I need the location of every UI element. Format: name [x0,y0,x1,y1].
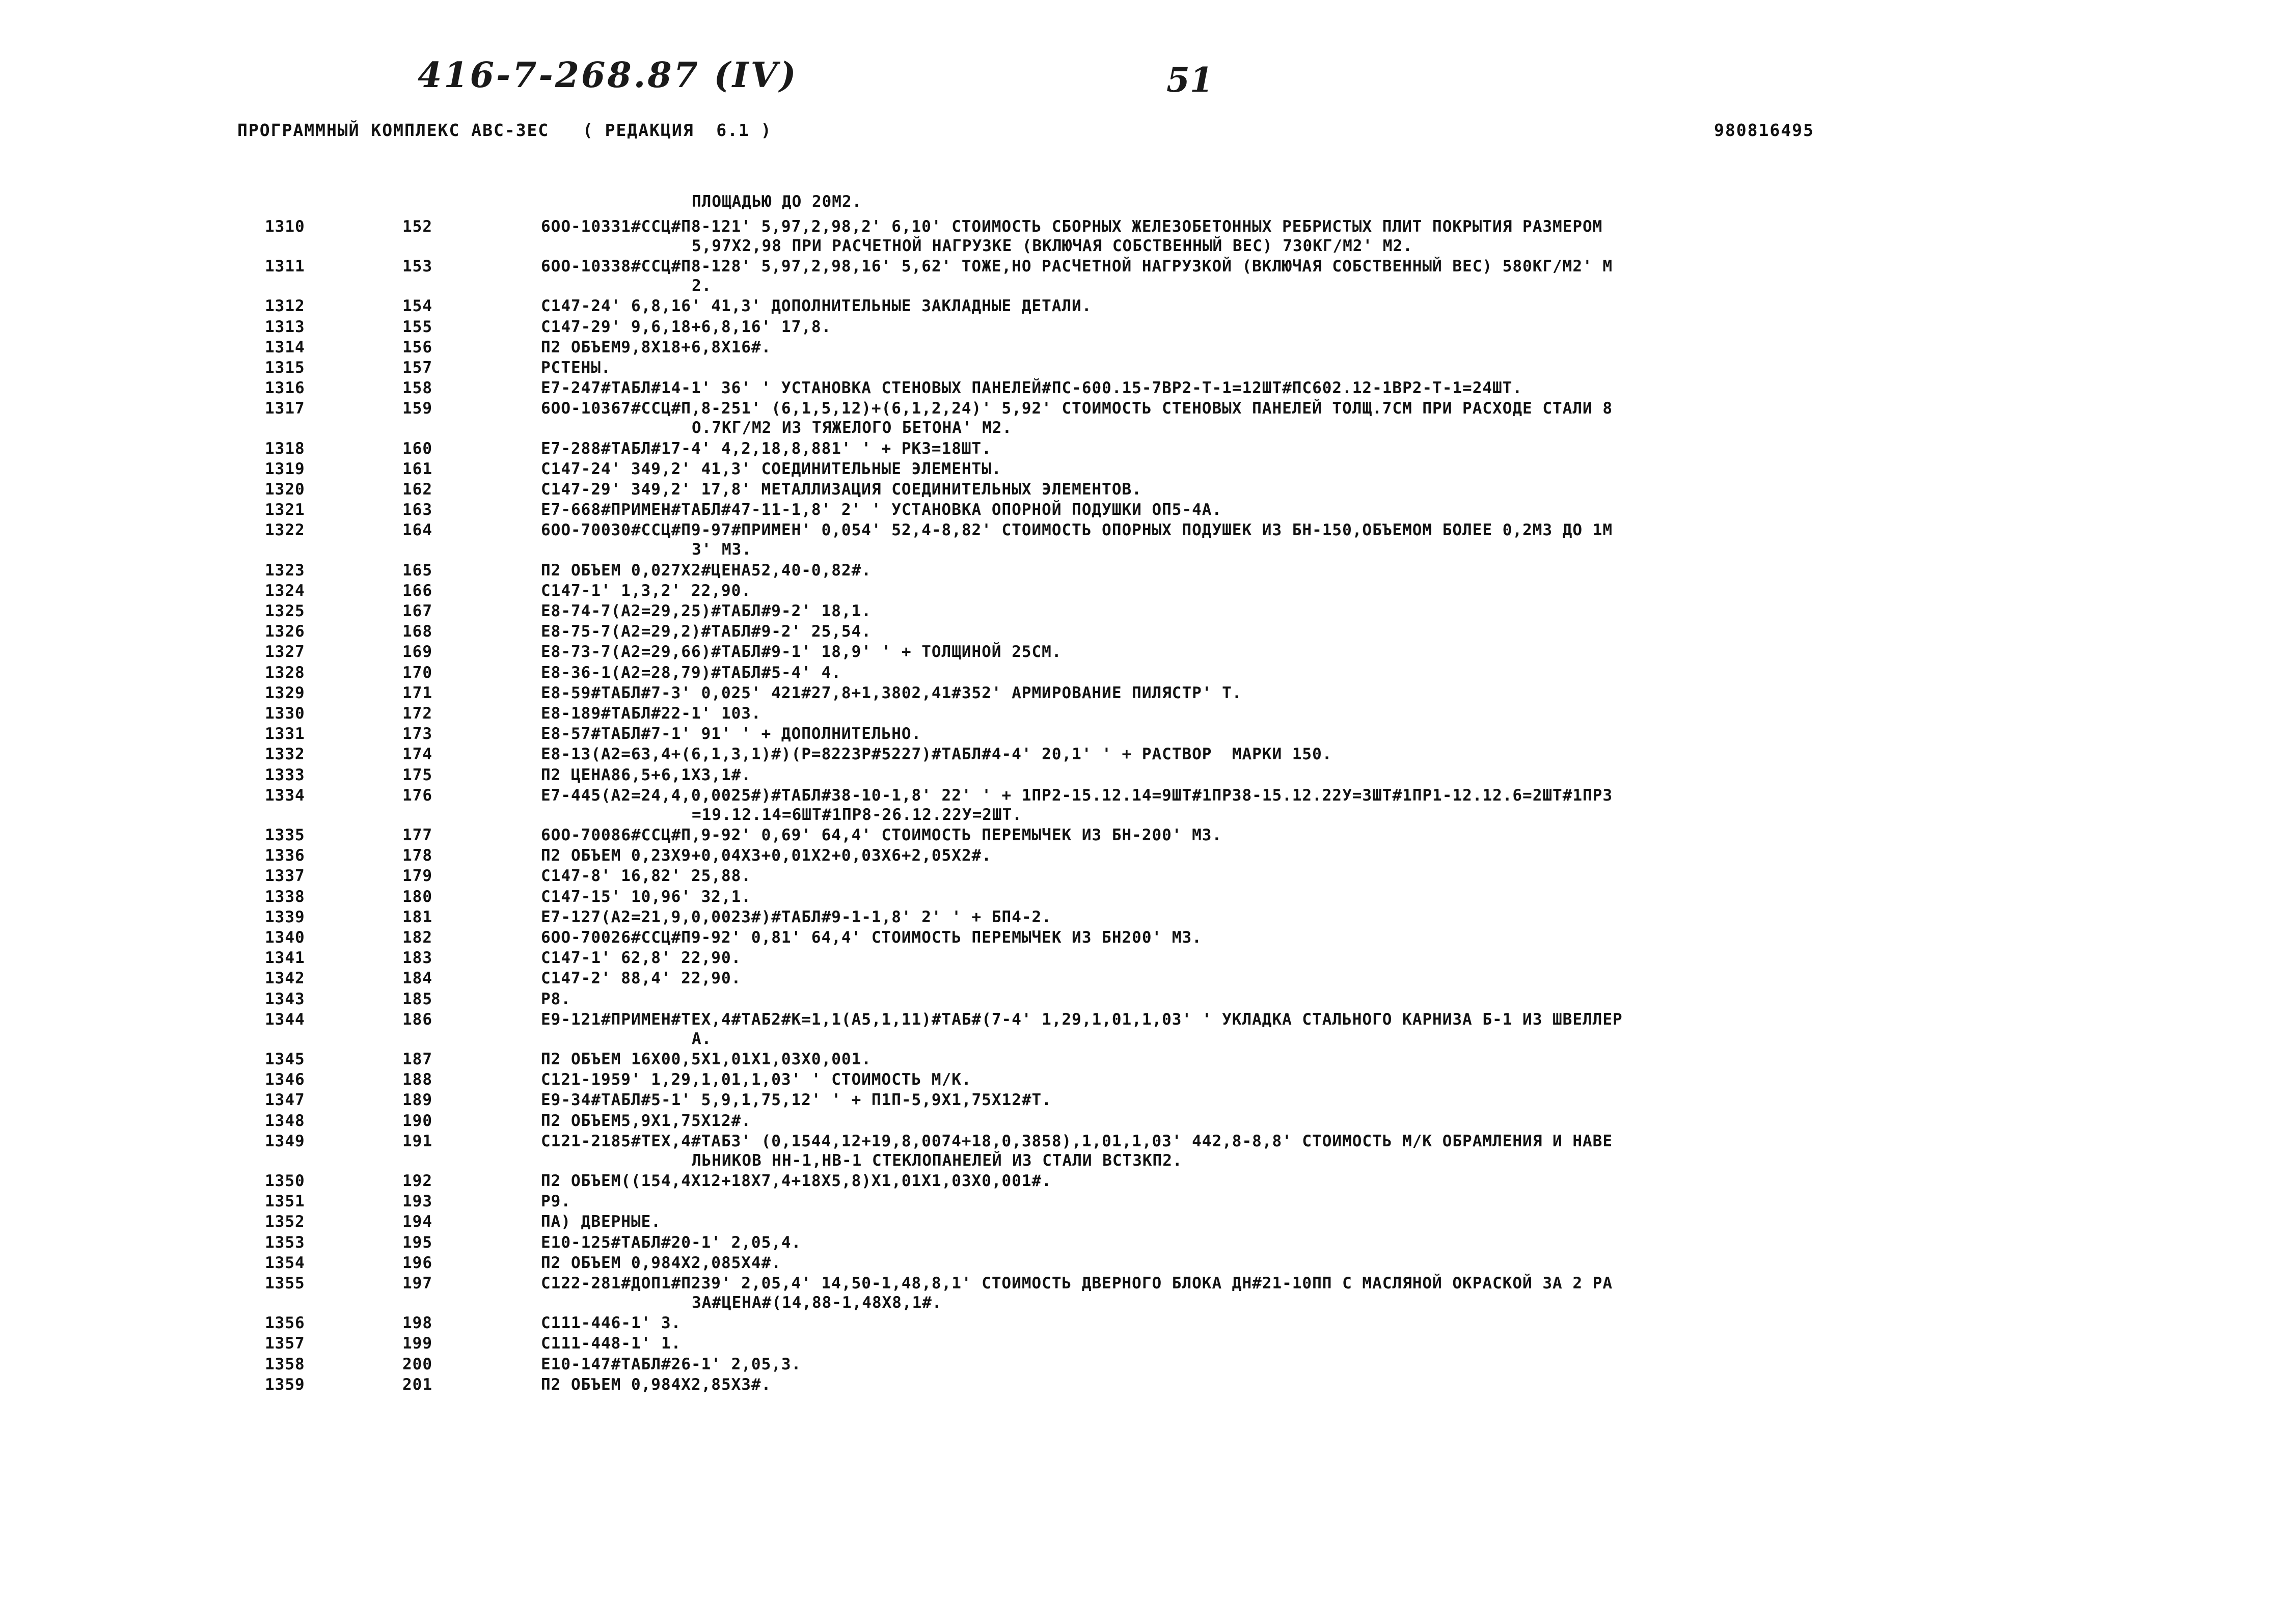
item-number: 176 [402,786,432,805]
record-text-continuation: ЛЬНИКОВ НН-1,НВ-1 СТЕКЛОПАНЕЛЕЙ ИЗ СТАЛИ ВСТ3КП2. [692,1151,1183,1170]
item-number: 195 [402,1233,432,1252]
item-number: 183 [402,949,432,968]
handwritten-document-code: 416-7-268.87 (IV) [418,55,798,96]
record-text-continuation: О.7КГ/М2 ИЗ ТЯЖЕЛОГО БЕТОНА' М2. [692,419,1013,437]
item-number: 198 [402,1314,432,1333]
record-text: С147-29' 9,6,18+6,8,16' 17,8. [541,317,832,336]
item-number: 200 [402,1355,432,1373]
record-text: П2 ОБЪЕМ 16Х00,5Х1,01Х1,03Х0,001. [541,1050,872,1068]
record-text: Р8. [541,989,571,1008]
listing-row [0,1375,2286,1417]
record-text: С111-448-1' 1. [541,1334,682,1353]
item-number: 179 [402,867,432,886]
record-number: 1347 [265,1091,305,1110]
record-number: 1313 [265,317,305,336]
item-number: 193 [402,1192,432,1211]
item-number: 170 [402,663,432,682]
record-text: 6ОО-70026#ССЦ#П9-92' 0,81' 64,4' СТОИМОСТЬ ПЕРЕМЫЧЕК ИЗ БН200' М3. [541,928,1202,947]
record-number: 1344 [265,1010,305,1029]
record-number: 1356 [265,1314,305,1333]
item-number: 194 [402,1213,432,1231]
item-number: 182 [402,928,432,947]
item-number: 197 [402,1274,432,1292]
record-text: С147-24' 349,2' 41,3' СОЕДИНИТЕЛЬНЫЕ ЭЛЕМЕНТЫ. [541,459,1002,478]
record-text: П2 ОБЪЕМ 0,23Х9+0,04Х3+0,01Х2+0,03Х6+2,05Х2#. [541,846,992,865]
record-text: РСТЕНЫ. [541,359,611,377]
listing-row [0,786,2286,828]
record-number: 1330 [265,704,305,723]
record-text: Е8-73-7(А2=29,66)#ТАБЛ#9-1' 18,9' ' + ТОЛЩИНОЙ 25СМ. [541,643,1062,662]
record-number: 1325 [265,602,305,620]
record-number: 1315 [265,359,305,377]
record-number: 1327 [265,643,305,662]
item-number: 184 [402,969,432,988]
record-number: 1358 [265,1355,305,1373]
record-number: 1334 [265,786,305,805]
item-number: 180 [402,887,432,906]
record-text: Е7-668#ПРИМЕН#ТАБЛ#47-11-1,8' 2' ' УСТАНОВКА ОПОРНОЙ ПОДУШКИ ОП5-4А. [541,501,1222,519]
item-number: 196 [402,1253,432,1272]
record-text: С111-446-1' 3. [541,1314,682,1333]
record-text: Е9-121#ПРИМЕН#ТЕХ,4#ТАБ2#К=1,1(А5,1,11)#ТАБ#(7-4' 1,29,1,01,1,03' ' УКЛАДКА СТАЛЬНОГО КАРНИЗА Б-1 ИЗ ШВЕЛЛЕР [541,1010,1623,1029]
record-text-continuation: 3' М3. [692,540,752,559]
item-number: 164 [402,521,432,540]
record-text: П2 ОБЪЕМ 0,984Х2,85Х3#. [541,1375,772,1394]
record-number: 1332 [265,745,305,764]
item-number: 201 [402,1375,432,1394]
record-text: С121-1959' 1,29,1,01,1,03' ' СТОИМОСТЬ М/К. [541,1070,972,1089]
item-number: 153 [402,257,432,276]
item-number: 189 [402,1091,432,1110]
record-text: Е7-288#ТАБЛ#17-4' 4,2,18,8,881' ' + РК3=18ШТ. [541,439,992,458]
record-text: Е8-189#ТАБЛ#22-1' 103. [541,704,761,723]
record-text: П2 ОБЪЕМ5,9Х1,75Х12#. [541,1111,751,1130]
record-text: Е10-147#ТАБЛ#26-1' 2,05,3. [541,1355,802,1373]
record-text-continuation: 5,97Х2,98 ПРИ РАСЧЕТНОЙ НАГРУЗКЕ (ВКЛЮЧАЯ СОБСТВЕННЫЙ ВЕС) 730КГ/М2' М2. [692,237,1413,255]
item-number: 186 [402,1010,432,1029]
record-text: П2 ОБЪЕМ9,8Х18+6,8Х16#. [541,338,772,356]
item-number: 169 [402,643,432,662]
record-text: П2 ЦЕНА86,5+6,1Х3,1#. [541,765,751,784]
record-number: 1331 [265,725,305,744]
item-number: 161 [402,459,432,478]
record-number: 1346 [265,1070,305,1089]
handwritten-page-number: 51 [1166,60,1213,100]
item-number: 159 [402,399,432,418]
record-text: Е8-57#ТАБЛ#7-1' 91' ' + ДОПОЛНИТЕЛЬНО. [541,725,922,744]
record-text-continuation: А. [692,1029,712,1048]
record-number: 1322 [265,521,305,540]
record-number: 1341 [265,949,305,968]
record-number: 1352 [265,1213,305,1231]
record-text: П2 ОБЪЕМ 0,984Х2,085Х4#. [541,1253,781,1272]
listing-row [0,217,2286,259]
record-number: 1350 [265,1172,305,1190]
record-text: С147-24' 6,8,16' 41,3' ДОПОЛНИТЕЛЬНЫЕ ЗАКЛАДНЫЕ ДЕТАЛИ. [541,297,1092,316]
item-number: 192 [402,1172,432,1190]
record-text: Е9-34#ТАБЛ#5-1' 5,9,1,75,12' ' + П1П-5,9Х1,75Х12#Т. [541,1091,1052,1110]
item-number: 178 [402,846,432,865]
record-text: С147-1' 62,8' 22,90. [541,949,742,968]
item-number: 188 [402,1070,432,1089]
item-number: 177 [402,826,432,844]
record-text: Е8-13(А2=63,4+(6,1,3,1)#)(Р=8223Р#5227)#ТАБЛ#4-4' 20,1' ' + РАСТВОР МАРКИ 150. [541,745,1332,764]
record-number: 1317 [265,399,305,418]
item-number: 154 [402,297,432,316]
listing-row [0,521,2286,563]
record-number: 1326 [265,622,305,641]
item-number: 174 [402,745,432,764]
item-number: 156 [402,338,432,356]
item-number: 181 [402,907,432,926]
record-number: 1353 [265,1233,305,1252]
item-number: 168 [402,622,432,641]
record-text: 6ОО-70086#ССЦ#П,9-92' 0,69' 64,4' СТОИМОСТЬ ПЕРЕМЫЧЕК ИЗ БН-200' М3. [541,826,1222,844]
record-number: 1354 [265,1253,305,1272]
record-number: 1311 [265,257,305,276]
record-text: С147-15' 10,96' 32,1. [541,887,751,906]
record-text-continuation: =19.12.14=6ШТ#1ПР8-26.12.22У=2ШТ. [692,805,1022,824]
record-number: 1349 [265,1132,305,1150]
record-number: 1335 [265,826,305,844]
record-number: 1333 [265,765,305,784]
record-text: Е8-75-7(А2=29,2)#ТАБЛ#9-2' 25,54. [541,622,872,641]
item-number: 165 [402,561,432,580]
listing-row [0,1132,2286,1174]
item-number: 163 [402,501,432,519]
record-text: П2 ОБЪЕМ((154,4Х12+18Х7,4+18Х5,8)Х1,01Х1,03Х0,001#. [541,1172,1052,1190]
item-number: 166 [402,581,432,600]
record-text: С122-281#ДОП1#П239' 2,05,4' 14,50-1,48,8,1' СТОИМОСТЬ ДВЕРНОГО БЛОКА ДН#21-10ПП С МАСЛЯНОЙ ОКРАСКОЙ ЗА 2 РА [541,1274,1613,1292]
record-text: Е8-59#ТАБЛ#7-3' 0,025' 421#27,8+1,3802,41#352' АРМИРОВАНИЕ ПИЛЯСТР' Т. [541,683,1242,702]
record-text: 6ОО-10331#ССЦ#П8-121' 5,97,2,98,2' 6,10' СТОИМОСТЬ СБОРНЫХ ЖЕЛЕЗОБЕТОННЫХ РЕБРИСТЫХ ПЛИТ ПОКРЫТИЯ РАЗМЕРОМ [541,217,1603,236]
item-number: 173 [402,725,432,744]
record-number: 1342 [265,969,305,988]
record-number: 1336 [265,846,305,865]
record-text: С147-2' 88,4' 22,90. [541,969,742,988]
item-number: 199 [402,1334,432,1353]
record-text: Е8-74-7(А2=29,25)#ТАБЛ#9-2' 18,1. [541,602,872,620]
item-number: 190 [402,1111,432,1130]
record-number: 1345 [265,1050,305,1068]
record-text: Е7-445(А2=24,4,0,0025#)#ТАБЛ#38-10-1,8' 22' ' + 1ПР2-15.12.14=9ШТ#1ПР38-15.12.22У=3ШТ#1ПР1-12.12.6=2ШТ#1ПР3 [541,786,1613,805]
record-text: С147-1' 1,3,2' 22,90. [541,581,751,600]
record-number: 1320 [265,480,305,499]
record-number: 1321 [265,501,305,519]
record-number: 1359 [265,1375,305,1394]
listing-row [0,257,2286,299]
item-number: 171 [402,683,432,702]
record-text: Е8-36-1(А2=28,79)#ТАБЛ#5-4' 4. [541,663,841,682]
document-number: 980816495 [1714,120,1814,140]
record-text: 6ОО-10338#ССЦ#П8-128' 5,97,2,98,16' 5,62' ТОЖЕ,НО РАСЧЕТНОЙ НАГРУЗКОЙ (ВКЛЮЧАЯ СОБСТВЕННЫЙ ВЕС) 580КГ/М2' М [541,257,1613,276]
record-number: 1339 [265,907,305,926]
record-number: 1324 [265,581,305,600]
record-number: 1340 [265,928,305,947]
program-header: ПРОГРАММНЫЙ КОМПЛЕКС АВС-3ЕС ( РЕДАКЦИЯ 6.1 ) [237,120,772,140]
record-number: 1343 [265,989,305,1008]
record-number: 1337 [265,867,305,886]
record-text: С121-2185#ТЕХ,4#ТАБ3' (0,1544,12+19,8,0074+18,0,3858),1,01,1,03' 442,8-8,8' СТОИМОСТЬ М/К ОБРАМЛЕНИЯ И НАВЕ [541,1132,1613,1150]
record-text: Е10-125#ТАБЛ#20-1' 2,05,4. [541,1233,802,1252]
record-text: Е7-127(А2=21,9,0,0023#)#ТАБЛ#9-1-1,8' 2' ' + БП4-2. [541,907,1052,926]
record-number: 1328 [265,663,305,682]
item-number: 155 [402,317,432,336]
item-number: 167 [402,602,432,620]
record-text: С147-29' 349,2' 17,8' МЕТАЛЛИЗАЦИЯ СОЕДИНИТЕЛЬНЫХ ЭЛЕМЕНТОВ. [541,480,1142,499]
record-text-continuation: ЗА#ЦЕНА#(14,88-1,48Х8,1#. [692,1293,942,1312]
listing-row [0,1274,2286,1316]
record-text: 6ОО-70030#ССЦ#П9-97#ПРИМЕН' 0,054' 52,4-8,82' СТОИМОСТЬ ОПОРНЫХ ПОДУШЕК ИЗ БН-150,ОБЪЕМОМ БОЛЕЕ 0,2М3 ДО 1М [541,521,1613,540]
record-text: Е7-247#ТАБЛ#14-1' 36' ' УСТАНОВКА СТЕНОВЫХ ПАНЕЛЕЙ#ПС-600.15-7ВР2-Т-1=12ШТ#ПС602.12-1ВР2-Т-1=24ШТ. [541,379,1523,398]
item-number: 175 [402,765,432,784]
listing-row [0,399,2286,441]
item-number: 191 [402,1132,432,1150]
record-text: С147-8' 16,82' 25,88. [541,867,751,886]
item-number: 172 [402,704,432,723]
record-number: 1355 [265,1274,305,1292]
item-number: 158 [402,379,432,398]
record-number: 1338 [265,887,305,906]
item-number: 157 [402,359,432,377]
record-number: 1357 [265,1334,305,1353]
record-text: П2 ОБЪЕМ 0,027Х2#ЦЕНА52,40-0,82#. [541,561,872,580]
record-number: 1323 [265,561,305,580]
record-number: 1348 [265,1111,305,1130]
item-number: 160 [402,439,432,458]
record-text: Р9. [541,1192,571,1211]
record-number: 1316 [265,379,305,398]
record-number: 1351 [265,1192,305,1211]
record-number: 1314 [265,338,305,356]
record-text: 6ОО-10367#ССЦ#П,8-251' (6,1,5,12)+(6,1,2,24)' 5,92' СТОИМОСТЬ СТЕНОВЫХ ПАНЕЛЕЙ ТОЛЩ.7СМ ПРИ РАСХОДЕ СТАЛИ 8 [541,399,1613,418]
item-number: 152 [402,217,432,236]
preamble-line: ПЛОЩАДЬЮ ДО 20М2. [692,192,862,211]
item-number: 187 [402,1050,432,1068]
item-number: 162 [402,480,432,499]
record-text: ПА) ДВЕРНЫЕ. [541,1213,661,1231]
record-number: 1310 [265,217,305,236]
item-number: 185 [402,989,432,1008]
record-number: 1318 [265,439,305,458]
listing-row [0,1010,2286,1052]
record-number: 1329 [265,683,305,702]
record-text-continuation: 2. [692,277,712,295]
record-number: 1312 [265,297,305,316]
record-number: 1319 [265,459,305,478]
